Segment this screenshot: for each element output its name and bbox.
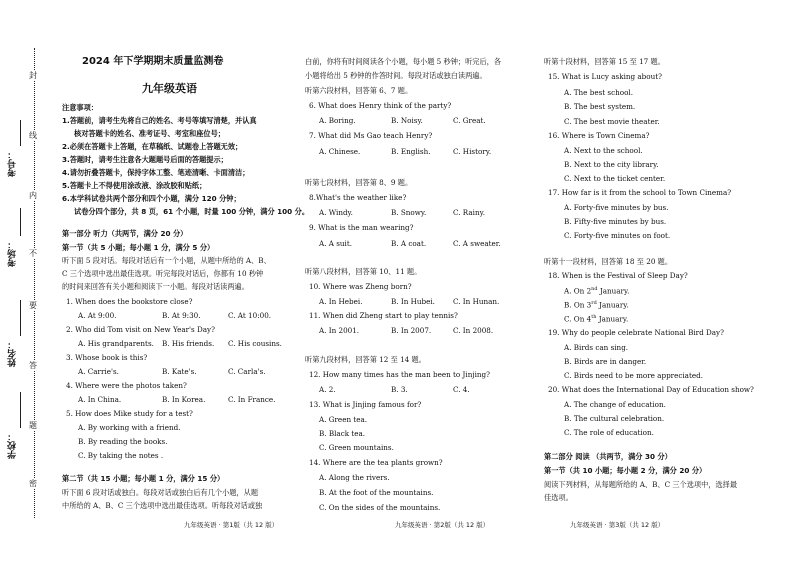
group-heading: 听第八段材料，回答第 10、11 题。 [305, 267, 422, 276]
instruction-line: 听下面 5 段对话。每段对话后有一个小题，从题中所给的 A、B、 [62, 256, 271, 265]
instruction-line: C 三个选项中选出最佳选项。听完每段对话后，你都有 10 秒钟 [62, 269, 264, 278]
option: B. Birds are in danger. [564, 357, 647, 366]
group-heading: 听第十一段材料，回答第 18 至 20 题。 [544, 257, 673, 266]
option: B. His friends. [162, 339, 215, 348]
exam-title: 2024 年下学期期末质量监测卷 [82, 56, 224, 67]
option: C. On 4th January. [564, 314, 629, 324]
page-footer: 九年级英语 · 第3版（共 12 版） [570, 521, 665, 529]
option: C. Rainy. [453, 208, 485, 217]
school-blank [20, 392, 21, 428]
option: C. Forty-five minutes on foot. [564, 231, 671, 240]
question-text: 19. Why do people celebrate National Bird Day? [548, 328, 724, 337]
part-1-heading: 第一部分 听力（共两节，满分 20 分） [62, 229, 188, 238]
option: C. The best movie theater. [564, 117, 660, 126]
option: B. In Hubei. [391, 297, 435, 306]
question-text: 5. How does Mike study for a test? [66, 409, 193, 418]
option: A. Boring. [319, 116, 356, 125]
question-text: 18. When is the Festival of Sleep Day? [548, 271, 688, 280]
instruction-line: 小题将给出 5 秒钟的作答时间。每段对话或独白读两遍。 [305, 71, 487, 80]
cut-mark: 不 [29, 249, 37, 258]
option: C. By taking the notes . [78, 451, 164, 460]
part-2-heading: 第二部分 阅读 （共两节，满分 30 分） [544, 452, 672, 461]
option: A. On 2nd January. [564, 286, 630, 296]
option: B. In Korea. [162, 395, 206, 404]
option: B. Black tea. [319, 429, 366, 438]
option: A. 2. [319, 385, 336, 394]
option: C. His cousins. [228, 339, 282, 348]
option: C. Next to the ticket center. [564, 174, 666, 183]
exam-room-blank [20, 208, 21, 236]
notice-heading: 注意事项： [62, 103, 98, 112]
school-label: 学校： [8, 432, 18, 459]
question-text: 13. What is Jinjing famous for? [309, 400, 422, 409]
notice-line: 核对答题卡的姓名、准考证号、考室和座位号； [74, 129, 225, 138]
section-1-heading: 第一节（共 5 小题；每小题 1 分，满分 5 分） [62, 243, 215, 252]
option: C. History. [453, 147, 492, 156]
group-heading: 听第九段材料，回答第 12 至 14 题。 [305, 355, 426, 364]
option: B. In 2007. [391, 326, 432, 335]
page-footer: 九年级英语 · 第2版（共 12 版） [395, 521, 490, 529]
binding-dotted-line [34, 48, 35, 518]
option: A. The best school. [564, 88, 634, 97]
cut-mark: 密 [29, 479, 37, 488]
option: A. Forty-five minutes by bus. [564, 203, 669, 212]
question-text: 17. How far is it from the school to Town Cinema? [548, 188, 732, 197]
notice-line: 1.答题前，请考生先将自己的姓名、考号等填写清楚，并认真 [62, 116, 257, 125]
option: C. In France. [228, 395, 276, 404]
binding-strip [0, 0, 58, 561]
question-text: 7. What did Ms Gao teach Henry? [309, 131, 433, 140]
option: C. Green mountains. [319, 443, 394, 452]
question-text: 1. When does the bookstore close? [66, 297, 193, 306]
name-label: 姓名： [8, 340, 18, 367]
instruction-line: 阅读下列材料，从每题所给的 A、B、C 三个选项中，选择最 [544, 480, 738, 489]
group-heading: 听第七段材料，回答第 8、9 题。 [305, 178, 413, 187]
option: A. Carrie's. [78, 367, 119, 376]
cut-mark: 答 [29, 361, 37, 370]
option: A. Next to the school. [564, 146, 643, 155]
notice-line: 5.答题卡上不得使用涂改液、涂改胶和贴纸； [62, 181, 207, 190]
option: C. 4. [453, 385, 470, 394]
notice-line: 4.请勿折叠答题卡，保持字体工整、笔迹清晰、卡面清洁； [62, 168, 250, 177]
section-2-heading: 第二节（共 15 小题；每小题 1 分，满分 15 分） [62, 474, 225, 483]
question-text: 12. How many times has the man been to Jinjing? [309, 370, 490, 379]
group-heading: 听第六段材料，回答第 6、7 题。 [305, 86, 413, 95]
option: A. Green tea. [319, 415, 368, 424]
instruction-line: 听下面 6 段对话或独白。每段对话或独白后有几个小题，从题 [62, 488, 259, 497]
notice-line: 试卷分四个部分，共 8 页，61 个小题，时量 100 分钟，满分 100 分。 [74, 207, 310, 216]
exam-number-blank [20, 120, 21, 146]
option: B. On 3rd January. [564, 300, 629, 310]
option: A. The change of education. [564, 400, 666, 409]
option: A. His grandparents. [78, 339, 154, 348]
option: C. Carla's. [228, 367, 266, 376]
option: A. Windy. [319, 208, 353, 217]
instruction-line: 的时间来回答有关小题和阅读下一小题。每段对话读两遍。 [62, 282, 249, 291]
option: B. The cultural celebration. [564, 414, 665, 423]
option: C. In 2008. [453, 326, 494, 335]
option: B. Fifty-five minutes by bus. [564, 217, 667, 226]
option: A. In China. [78, 395, 122, 404]
question-text: 14. Where are the tea plants grown? [309, 458, 443, 467]
notice-line: 2.必须在答题卡上答题，在草稿纸、试题卷上答题无效； [62, 142, 243, 151]
option: C. Birds need to be more appreciated. [564, 371, 703, 380]
option: B. Snowy. [391, 208, 427, 217]
notice-line: 3.答题时，请考生注意各大题题号后面的答题提示； [62, 155, 228, 164]
cut-mark: 题 [29, 421, 37, 430]
option: B. English. [391, 147, 431, 156]
option: C. Great. [453, 116, 486, 125]
option: B. At the foot of the mountains. [319, 488, 434, 497]
instruction-line: 白前，你将有时间阅读各个小题，每小题 5 秒钟；听完后，各 [305, 57, 502, 66]
group-heading: 听第十段材料，回答第 15 至 17 题。 [544, 57, 665, 66]
instruction-line: 中所给的 A、B、C 三个选项中选出最佳选项。听每段对话或独 [62, 501, 263, 510]
question-text: 10. Where was Zheng born? [309, 282, 412, 291]
page-2-column [305, 0, 535, 561]
option: B. By reading the books. [78, 437, 168, 446]
question-text: 3. Whose book is this? [66, 353, 148, 362]
exam-subject: 九年级英语 [142, 82, 197, 95]
section-heading: 第一节（共 10 小题；每小题 2 分，满分 20 分） [544, 466, 707, 475]
question-text: 8.What's the weather like? [309, 193, 407, 202]
question-text: 2. Who did Tom visit on New Year's Day? [66, 325, 215, 334]
option: A. In Hebei. [319, 297, 363, 306]
exam-number-label: 考号： [8, 150, 18, 177]
option: C. At 10:00. [228, 311, 272, 320]
option: A. In 2001. [319, 326, 360, 335]
question-text: 20. What does the International Day of Education show? [548, 385, 754, 394]
option: C. The role of education. [564, 428, 654, 437]
option: A. Along the rivers. [319, 473, 390, 482]
option: C. On the sides of the mountains. [319, 503, 441, 512]
question-text: 4. Where were the photos taken? [66, 381, 187, 390]
instruction-line: 佳选项。 [544, 493, 573, 502]
option: B. Kate's. [162, 367, 197, 376]
option: B. Noisy. [391, 116, 423, 125]
question-text: 16. Where is Town Cinema? [548, 131, 650, 140]
name-blank [20, 300, 21, 336]
page-1-column [62, 0, 310, 561]
option: B. Next to the city library. [564, 160, 659, 169]
option: C. In Hunan. [453, 297, 500, 306]
cut-mark: 线 [29, 131, 37, 140]
page-footer: 九年级英语 · 第1版（共 12 版） [184, 521, 279, 529]
option: B. At 9:30. [162, 311, 201, 320]
question-text: 15. What is Lucy asking about? [548, 72, 662, 81]
cut-mark: 要 [29, 301, 37, 310]
option: A. At 9:00. [78, 311, 117, 320]
question-text: 9. What is the man wearing? [309, 223, 414, 232]
option: A. Chinese. [319, 147, 361, 156]
option: B. 3. [391, 385, 408, 394]
question-text: 6. What does Henry think of the party? [309, 101, 452, 110]
option: A. A suit. [319, 239, 353, 248]
option: C. A sweater. [453, 239, 501, 248]
page-3-column [544, 0, 780, 561]
exam-room-label: 考场： [8, 240, 18, 267]
cut-mark: 内 [29, 191, 37, 200]
notice-line: 6.本学科试卷共两个部分和四个小题，满分 120 分钟； [62, 194, 241, 203]
option: A. By working with a friend. [78, 423, 181, 432]
question-text: 11. When did Zheng start to play tennis? [309, 311, 458, 320]
option: A. Birds can sing. [564, 343, 629, 352]
option: B. The best system. [564, 102, 636, 111]
cut-mark: 封 [29, 71, 37, 80]
option: B. A coat. [391, 239, 427, 248]
